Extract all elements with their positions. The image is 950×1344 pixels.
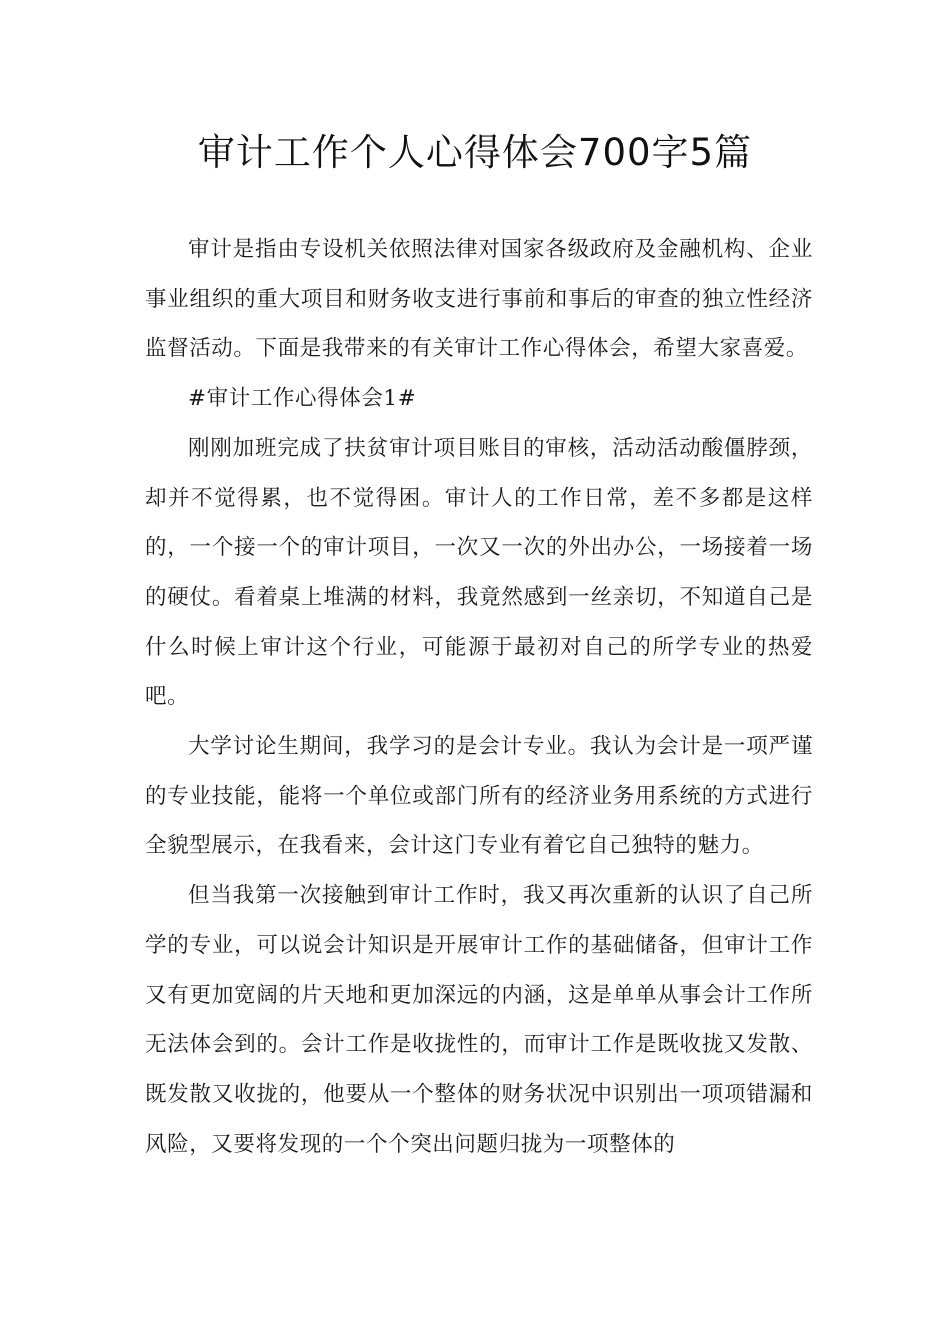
body-paragraph: 大学讨论生期间，我学习的是会计专业。我认为会计是一项严谨的专业技能，能将一个单位或部门所有的经济业务用系统的方式进行全貌型展示，在我看来，会计这门专业有着它自己独特的魅力。 [145, 734, 813, 859]
body-paragraph: 刚刚加班完成了扶贫审计项目账目的审核，活动活动酸僵脖颈，却并不觉得累，也不觉得困。审计人的工作日常，差不多都是这样的，一个接一个的审计项目，一次又一次的外出办公，一场接着一场的硬仗。看着桌上堆满的材料，我竟然感到一丝亲切，不知道自己是什么时候上审计这个行业，可能源于最初对自己的所学专业的热爱吧。 [145, 435, 813, 710]
section-heading: #审计工作心得体会1# [188, 386, 417, 412]
intro-paragraph: 审计是指由专设机关依照法律对国家各级政府及金融机构、企业事业组织的重大项目和财务收支进行事前和事后的审查的独立性经济监督活动。下面是我带来的有关审计工作心得体会，希望大家喜爱。 [145, 237, 813, 362]
document-body [145, 225, 813, 1169]
body-paragraph: 但当我第一次接触到审计工作时，我又再次重新的认识了自己所学的专业，可以说会计知识是开展审计工作的基础储备，但审计工作又有更加宽阔的片天地和更加深远的内涵，这是单单从事会计工作所无法体会到的。会计工作是收拢性的，而审计工作是既收拢又发散、既发散又收拢的，他要从一个整体的财务状况中识别出一项项错漏和风险，又要将发现的一个个突出问题归拢为一项整体的 [145, 883, 813, 1157]
document-title: 审计工作个人心得体会700字5篇 [197, 131, 753, 174]
